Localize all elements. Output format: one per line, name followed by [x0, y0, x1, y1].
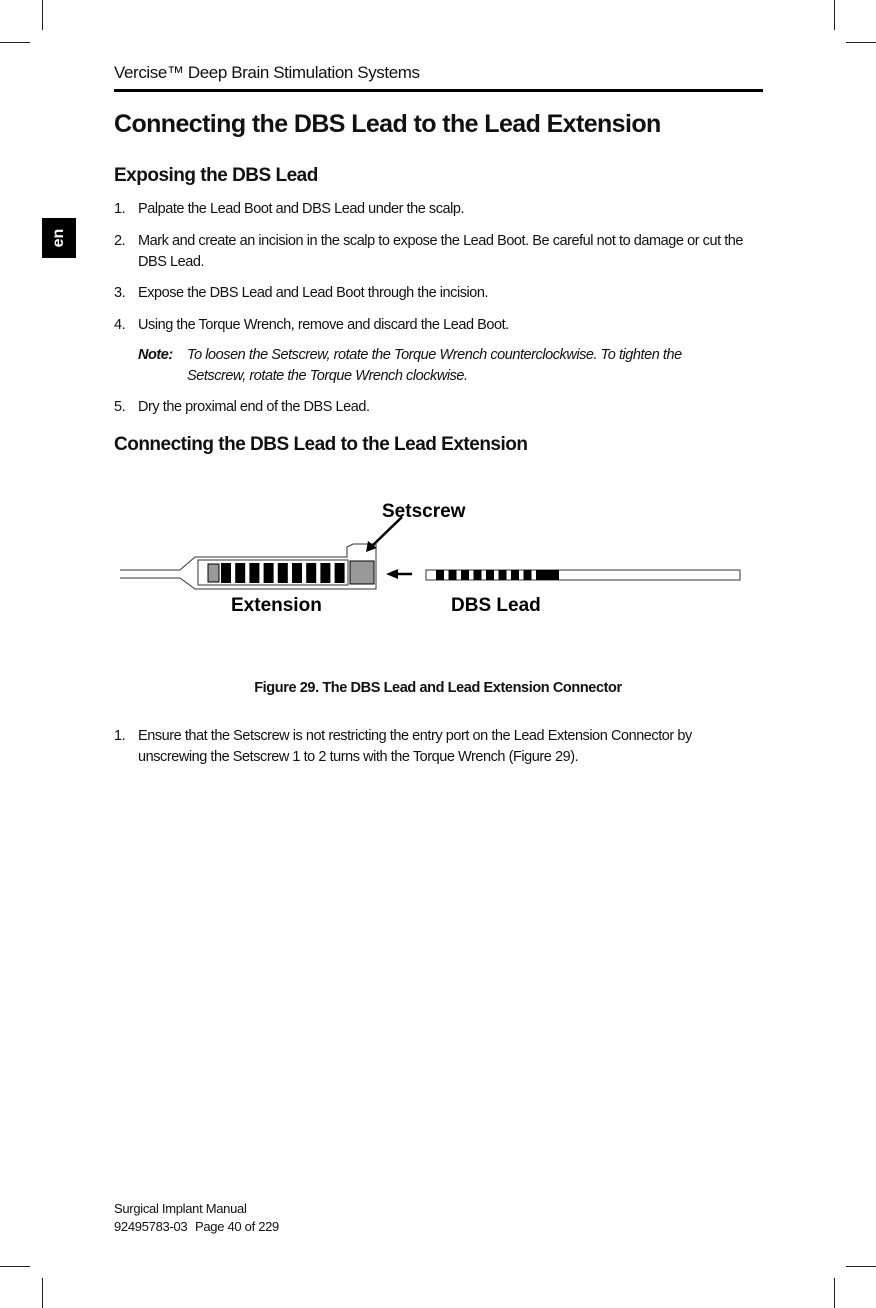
insert-arrowhead [386, 569, 398, 579]
step-number: 4. [114, 317, 126, 333]
extension-end [208, 564, 219, 582]
step-text: Ensure that the Setscrew is not restricting the entry port on the Lead Extension Connector by unscrewing the Setscrew 1 to 2 turns with the Torque Wrench (Figure 29). [138, 728, 692, 765]
crop-mark [42, 1278, 43, 1308]
extension-contact [249, 563, 259, 583]
extension-contact [235, 563, 245, 583]
footer-doc-number: 92495783-03 [114, 1219, 188, 1234]
lead-contact [449, 570, 457, 580]
step-text: Mark and create an incision in the scalp to expose the Lead Boot. Be careful not to damage or cut the DBS Lead. [138, 233, 744, 270]
step-number: 2. [114, 233, 126, 249]
lead-contact [461, 570, 469, 580]
dbs-lead-label: DBS Lead [451, 595, 541, 616]
step-text: Using the Torque Wrench, remove and discard the Lead Boot. [138, 317, 509, 333]
lead-contact-band [536, 570, 559, 580]
page-title: Connecting the DBS Lead to the Lead Extension [114, 110, 661, 138]
language-tab-label: en [50, 228, 67, 248]
step-number: 1. [114, 728, 126, 744]
extension-contact [320, 563, 330, 583]
footer-manual: Surgical Implant Manual [114, 1201, 247, 1216]
step-text: Expose the DBS Lead and Lead Boot through the incision. [138, 285, 489, 301]
step-number: 3. [114, 285, 126, 301]
crop-mark [0, 1266, 30, 1267]
crop-mark [834, 0, 835, 30]
step-number: 1. [114, 201, 126, 217]
crop-mark [0, 42, 30, 43]
lead-contact [524, 570, 532, 580]
step-number: 5. [114, 399, 126, 415]
connector-figure [110, 490, 750, 620]
extension-contacts [221, 563, 345, 583]
step-text: Palpate the Lead Boot and DBS Lead under the scalp. [138, 201, 465, 217]
extension-contact [292, 563, 302, 583]
note-label: Note: [138, 347, 173, 363]
extension-contact [221, 563, 231, 583]
lead-contact [486, 570, 494, 580]
footer-page: Page 40 of 229 [195, 1219, 279, 1234]
figure-caption: Figure 29. The DBS Lead and Lead Extension Connector [254, 680, 622, 696]
step-text: Dry the proximal end of the DBS Lead. [138, 399, 370, 415]
language-tab [42, 218, 76, 258]
crop-mark [834, 1278, 835, 1308]
extension-label: Extension [231, 595, 322, 616]
note-text: To loosen the Setscrew, rotate the Torque Wrench counterclockwise. To tighten the Setscrew, rotate the Torque Wrench clockwise. [187, 347, 682, 384]
extension-contact [335, 563, 345, 583]
crop-mark [846, 1266, 876, 1267]
crop-mark [42, 0, 43, 30]
dbs-lead-body [426, 570, 740, 580]
crop-mark [846, 42, 876, 43]
running-header: Vercise™ Deep Brain Stimulation Systems [114, 63, 420, 82]
lead-contact [436, 570, 444, 580]
extension-contact [264, 563, 274, 583]
lead-contact [499, 570, 507, 580]
extension-contact [306, 563, 316, 583]
header-rule [114, 89, 763, 92]
lead-contact [474, 570, 482, 580]
lead-contact [511, 570, 519, 580]
section-heading: Exposing the DBS Lead [114, 165, 318, 186]
section-heading: Connecting the DBS Lead to the Lead Extension [114, 434, 528, 455]
setscrew-block [350, 561, 374, 584]
setscrew-label: Setscrew [382, 501, 466, 522]
extension-contact [278, 563, 288, 583]
